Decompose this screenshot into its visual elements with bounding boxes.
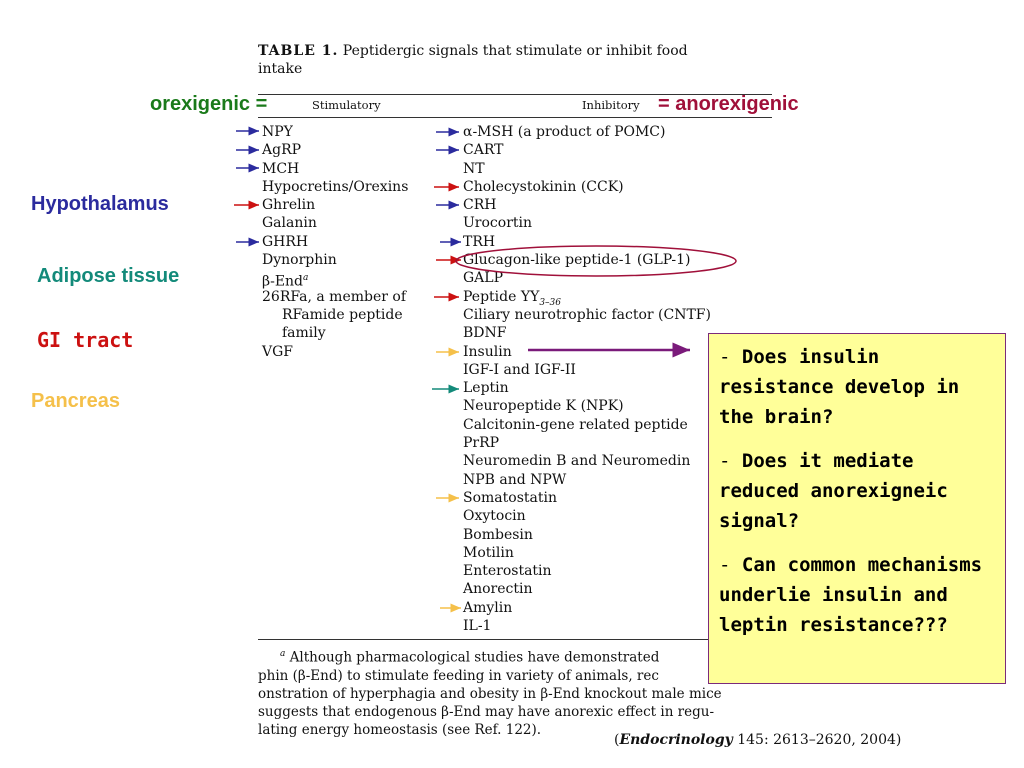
list-item: MCH bbox=[262, 160, 300, 177]
list-item: Urocortin bbox=[463, 215, 533, 232]
list-item: Ghrelin bbox=[262, 197, 316, 214]
pyy-subscript: 3–36 bbox=[539, 297, 562, 308]
table-caption-line2: intake bbox=[258, 61, 303, 77]
question-item: - Does it mediate reduced anorexigneic signal? bbox=[719, 450, 948, 532]
footnote-line: suggests that endogenous β-End may have anorexic effect in regu- bbox=[258, 703, 715, 720]
citation: (Endocrinology 145: 2613–2620, 2004) bbox=[614, 732, 902, 748]
list-item: Glucagon-like peptide-1 (GLP-1) bbox=[463, 252, 691, 269]
list-item: GHRH bbox=[262, 233, 309, 250]
gi-tract-label: GI tract bbox=[37, 328, 134, 352]
list-item: NPB and NPW bbox=[463, 471, 567, 488]
list-item: IGF-I and IGF-II bbox=[463, 361, 576, 378]
footnote-text: Although pharmacological studies have demonstrated bbox=[285, 649, 660, 666]
list-item: Cholecystokinin (CCK) bbox=[463, 178, 624, 195]
list-item: Ciliary neurotrophic factor (CNTF) bbox=[463, 306, 711, 323]
list-item: α-MSH (a product of POMC) bbox=[463, 124, 666, 140]
list-item: NPY bbox=[262, 124, 293, 140]
question-text: Does insulin resistance develop in the brain? bbox=[719, 346, 960, 428]
citation-details: 145: 2613–2620, 2004) bbox=[732, 732, 902, 748]
list-item: Enterostatin bbox=[463, 563, 552, 580]
list-item: Dynorphin bbox=[262, 252, 337, 269]
list-item: NT bbox=[463, 160, 485, 177]
list-item: VGF bbox=[262, 343, 294, 360]
footnote-marker: a bbox=[280, 649, 286, 659]
list-item: Calcitonin-gene related peptide bbox=[463, 416, 688, 433]
list-item: CART bbox=[463, 142, 504, 159]
list-item: Neuromedin B and Neuromedin bbox=[463, 453, 691, 470]
footnote-marker: a bbox=[303, 273, 309, 284]
pancreas-label: Pancreas bbox=[31, 390, 120, 412]
list-item: Galanin bbox=[262, 215, 317, 232]
question-item: - Can common mechanisms underlie insulin and leptin resistance??? bbox=[719, 554, 983, 636]
table-caption: Peptidergic signals that stimulate or inhibit food bbox=[338, 43, 688, 59]
list-item: AgRP bbox=[262, 142, 302, 159]
list-item: family bbox=[282, 325, 326, 342]
footnote-line: onstration of hyperphagia and obesity in β-End knockout male mice bbox=[258, 685, 722, 702]
list-item: Neuropeptide K (NPK) bbox=[463, 398, 624, 415]
list-item: Amylin bbox=[463, 599, 513, 616]
list-item: Hypocretins/Orexins bbox=[262, 178, 409, 195]
anorexigenic-label: = anorexigenic bbox=[658, 93, 799, 115]
adipose-tissue-label: Adipose tissue bbox=[37, 265, 180, 287]
orexigenic-label: orexigenic = bbox=[150, 93, 268, 115]
list-item: Bombesin bbox=[463, 526, 533, 543]
list-item: CRH bbox=[463, 197, 497, 214]
list-item: BDNF bbox=[463, 325, 507, 342]
list-item: Insulin bbox=[463, 343, 512, 360]
list-item: GALP bbox=[463, 270, 504, 287]
stimulatory-header: Stimulatory bbox=[312, 98, 381, 112]
list-item: Oxytocin bbox=[463, 508, 526, 525]
pyy-text: Peptide YY bbox=[463, 288, 540, 305]
footnote-line: phin (β-End) to stimulate feeding in variety of animals, rec bbox=[258, 667, 659, 684]
list-item: IL-1 bbox=[463, 618, 492, 635]
list-item: PrRP bbox=[463, 435, 500, 452]
list-item: TRH bbox=[463, 233, 496, 250]
question-item: - Does insulin resistance develop in the brain? bbox=[719, 346, 960, 428]
list-item: Somatostatin bbox=[463, 489, 557, 506]
question-text: Can common mechanisms underlie insulin and leptin resistance??? bbox=[719, 554, 983, 636]
list-item: 26RFa, a member of bbox=[262, 288, 406, 305]
list-item: Leptin bbox=[463, 380, 509, 397]
beta-end-text: β-End bbox=[262, 274, 304, 291]
list-item: Motilin bbox=[463, 544, 514, 561]
list-item: Anorectin bbox=[463, 581, 533, 598]
list-item: RFamide peptide bbox=[282, 306, 403, 323]
question-text: Does it mediate reduced anorexigneic signal? bbox=[719, 450, 948, 532]
footnote-line: lating energy homeostasis (see Ref. 122). bbox=[258, 721, 542, 738]
glp1-highlight-ellipse bbox=[456, 246, 736, 276]
inhibitory-header: Inhibitory bbox=[582, 98, 640, 112]
citation-journal: Endocrinology bbox=[619, 732, 733, 748]
hypothalamus-label: Hypothalamus bbox=[31, 193, 169, 215]
table-number: TABLE 1. bbox=[258, 43, 339, 59]
